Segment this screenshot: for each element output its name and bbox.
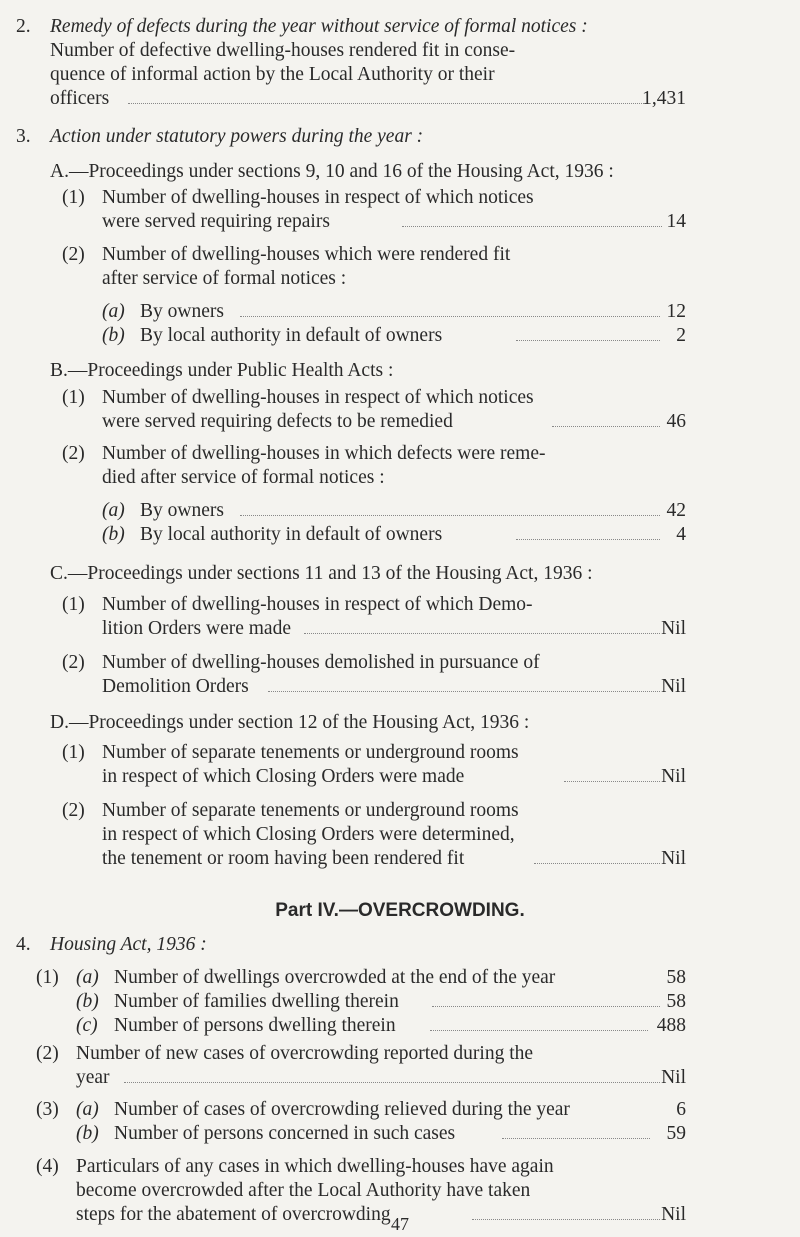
text-line: the tenement or room having been rendered fit — [102, 848, 465, 869]
text-line: Number of defective dwelling-houses rendered fit in conse- — [50, 40, 516, 61]
dot-leader — [402, 226, 662, 227]
item-number: (4) — [36, 1156, 59, 1177]
section-number: 4. — [16, 934, 31, 955]
dot-leader — [432, 1006, 660, 1007]
subsection-heading: A.—Proceedings under sections 9, 10 and 16 of the Housing Act, 1936 : — [50, 161, 614, 182]
value: 14 — [666, 211, 686, 232]
dot-leader — [516, 340, 660, 341]
text-line: By owners — [140, 301, 224, 322]
item-number: (1) — [36, 967, 59, 988]
page-number: 47 — [391, 1214, 409, 1234]
value: 6 — [676, 1099, 686, 1120]
text-line: Number of dwelling-houses in respect of which Demo- — [102, 594, 533, 615]
dot-leader — [240, 515, 660, 516]
value: Nil — [661, 676, 686, 697]
value: 488 — [656, 1015, 686, 1036]
dot-leader — [516, 539, 660, 540]
text-line: Number of separate tenements or underground rooms — [102, 742, 519, 763]
text-line: By local authority in default of owners — [140, 524, 443, 545]
text-line: Number of separate tenements or underground rooms — [102, 800, 519, 821]
dot-leader — [268, 691, 660, 692]
subsection-heading: D.—Proceedings under section 12 of the Housing Act, 1936 : — [50, 712, 530, 733]
text-line: Number of dwelling-houses in which defects were reme- — [102, 443, 546, 464]
value: Nil — [661, 618, 686, 639]
item-letter: (b) — [102, 524, 125, 545]
text-line: year — [76, 1067, 110, 1088]
item-number: (3) — [36, 1099, 59, 1120]
text-line: Number of persons concerned in such cases — [114, 1123, 456, 1144]
value: Nil — [661, 766, 686, 787]
dot-leader — [564, 781, 660, 782]
text-line: Number of persons dwelling therein — [114, 1015, 396, 1036]
value: 58 — [666, 991, 686, 1012]
item-number: (2) — [36, 1043, 59, 1064]
dot-leader — [124, 1082, 660, 1083]
value: 4 — [676, 524, 686, 545]
item-number: (1) — [62, 187, 85, 208]
item-number: (2) — [62, 800, 85, 821]
item-letter: (c) — [76, 1015, 98, 1036]
subsection-heading: C.—Proceedings under sections 11 and 13 of the Housing Act, 1936 : — [50, 563, 593, 584]
text-line: were served requiring repairs — [102, 211, 330, 232]
item-number: (2) — [62, 443, 85, 464]
text-line: become overcrowded after the Local Authority have taken — [76, 1180, 531, 1201]
section-number: 3. — [16, 126, 31, 147]
text-line: Particulars of any cases in which dwelling-houses have again — [76, 1156, 554, 1177]
dot-leader — [502, 1138, 650, 1139]
section-title: Remedy of defects during the year without service of formal notices : — [50, 16, 588, 37]
item-letter: (a) — [76, 967, 99, 988]
value: 42 — [666, 500, 686, 521]
value: 46 — [666, 411, 686, 432]
text-line: By owners — [140, 500, 224, 521]
value: Nil — [661, 848, 686, 869]
dot-leader — [534, 863, 660, 864]
text-line: died after service of formal notices : — [102, 467, 385, 488]
item-letter: (b) — [102, 325, 125, 346]
text-line: Number of dwelling-houses demolished in pursuance of — [102, 652, 540, 673]
item-number: (1) — [62, 594, 85, 615]
section-title: Action under statutory powers during the year : — [50, 126, 424, 147]
text-line: Number of dwelling-houses which were rendered fit — [102, 244, 511, 265]
text-line: Number of dwellings overcrowded at the end of the year — [114, 967, 556, 988]
text-line: officers — [50, 88, 110, 109]
value: 2 — [676, 325, 686, 346]
dot-leader — [304, 633, 660, 634]
text-line: were served requiring defects to be remedied — [102, 411, 453, 432]
value: Nil — [661, 1067, 686, 1088]
item-number: (2) — [62, 244, 85, 265]
section-title: Housing Act, 1936 : — [50, 934, 207, 955]
subsection-heading: B.—Proceedings under Public Health Acts : — [50, 360, 394, 381]
value: Nil — [661, 1204, 686, 1225]
value: 1,431 — [642, 88, 686, 109]
value: 59 — [666, 1123, 686, 1144]
text-line: quence of informal action by the Local Authority or their — [50, 64, 495, 85]
section-number: 2. — [16, 16, 31, 37]
dot-leader — [128, 103, 648, 104]
value: 12 — [666, 301, 686, 322]
item-letter: (b) — [76, 991, 99, 1012]
dot-leader — [240, 316, 660, 317]
text-line: Demolition Orders — [102, 676, 249, 697]
text-line: in respect of which Closing Orders were made — [102, 766, 465, 787]
text-line: in respect of which Closing Orders were determined, — [102, 824, 515, 845]
dot-leader — [552, 426, 660, 427]
dot-leader — [430, 1030, 648, 1031]
text-line: steps for the abatement of overcrowding — [76, 1204, 391, 1225]
item-letter: (a) — [76, 1099, 99, 1120]
text-line: By local authority in default of owners — [140, 325, 443, 346]
text-line: Number of new cases of overcrowding reported during the — [76, 1043, 534, 1064]
item-letter: (a) — [102, 500, 125, 521]
text-line: Number of families dwelling therein — [114, 991, 399, 1012]
text-line: lition Orders were made — [102, 618, 291, 639]
text-line: Number of dwelling-houses in respect of which notices — [102, 187, 534, 208]
text-line: Number of dwelling-houses in respect of which notices — [102, 387, 534, 408]
item-letter: (b) — [76, 1123, 99, 1144]
text-line: Number of cases of overcrowding relieved during the year — [114, 1099, 570, 1120]
text-line: after service of formal notices : — [102, 268, 347, 289]
item-letter: (a) — [102, 301, 125, 322]
part-heading: Part IV.—OVERCROWDING. — [275, 900, 525, 921]
item-number: (1) — [62, 742, 85, 763]
item-number: (1) — [62, 387, 85, 408]
value: 58 — [666, 967, 686, 988]
item-number: (2) — [62, 652, 85, 673]
